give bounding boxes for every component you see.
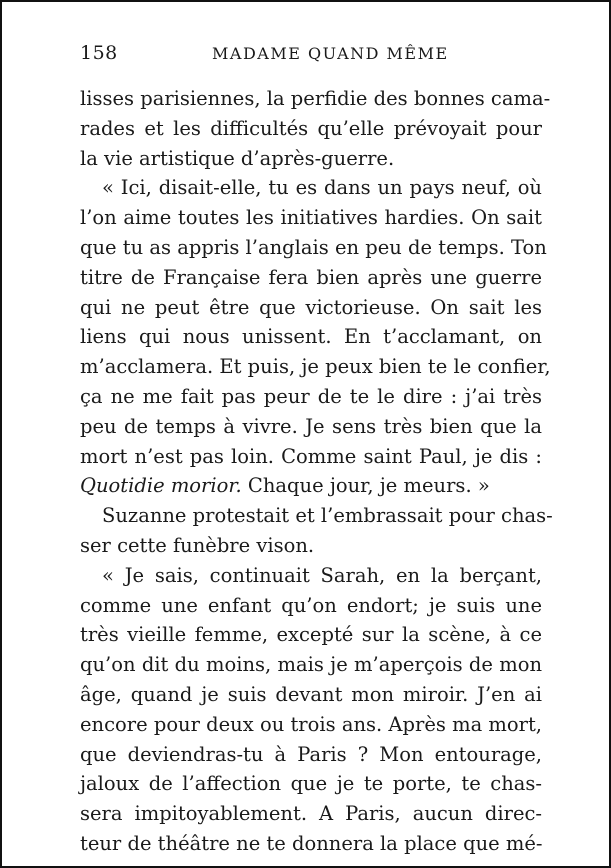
latin-quote: Quotidie morior. bbox=[80, 474, 242, 498]
text-line: ser cette funèbre vison. bbox=[80, 533, 315, 557]
text-line: qui ne peut être que victorieuse. On sait les bbox=[80, 295, 542, 319]
text-line: jaloux de l’affection que je te porte, te chas- bbox=[80, 772, 542, 796]
text-line: rades et les difficultés qu’elle prévoyait pour bbox=[80, 116, 542, 140]
text-line: « Ici, disait-elle, tu es dans un pays neuf, où bbox=[102, 176, 542, 200]
text-line: l’on aime toutes les initiatives hardies. On sait bbox=[80, 206, 542, 230]
quote-line bbox=[80, 471, 542, 501]
page-number: 158 bbox=[80, 42, 118, 64]
text-line: teur de théâtre ne te donnera la place que mé- bbox=[80, 831, 543, 855]
text-line: lisses parisiennes, la perfidie des bonnes cama- bbox=[80, 87, 551, 110]
running-head: MADAME QUAND MÊME bbox=[212, 44, 449, 63]
text-line: encore pour deux ou trois ans. Après ma mort, bbox=[80, 712, 542, 736]
text-line: « Je sais, continuait Sarah, en la berçant, bbox=[102, 563, 542, 587]
text-line: la vie artistique d’après-guerre. bbox=[80, 146, 395, 170]
text-line: qu’on dit du moins, mais je m’aperçois de mon bbox=[80, 653, 542, 677]
text-line: que deviendras-tu à Paris ? Mon entourage, bbox=[80, 742, 542, 766]
text-line: comme une enfant qu’on endort; je suis une bbox=[80, 593, 542, 617]
page-header bbox=[80, 42, 542, 70]
text-line: titre de Française fera bien après une guerre bbox=[80, 265, 542, 289]
text-line: âge, quand je suis devant mon miroir. J’en ai bbox=[80, 682, 542, 706]
text-line: Suzanne protestait et l’embrassait pour chas- bbox=[102, 504, 553, 528]
text-line: très vieille femme, excepté sur la scène, à ce bbox=[80, 623, 542, 647]
quote-translation: Chaque jour, je meurs. » bbox=[241, 474, 490, 498]
text-line: sera impitoyablement. A Paris, aucun direc- bbox=[80, 802, 542, 826]
text-line: m’acclamera. Et puis, je peux bien te le confier, bbox=[80, 355, 551, 379]
text-line: ça ne me fait pas peur de te le dire : j’ai très bbox=[80, 384, 542, 408]
text-line: mort n’est pas loin. Comme saint Paul, je dis : bbox=[80, 444, 542, 468]
text-line: liens qui nous unissent. En t’acclamant, on bbox=[80, 325, 542, 349]
text-line: que tu as appris l’anglais en peu de temps. Ton bbox=[80, 235, 547, 259]
body-text bbox=[80, 84, 553, 859]
text-line: peu de temps à vivre. Je sens très bien que la bbox=[80, 414, 542, 438]
